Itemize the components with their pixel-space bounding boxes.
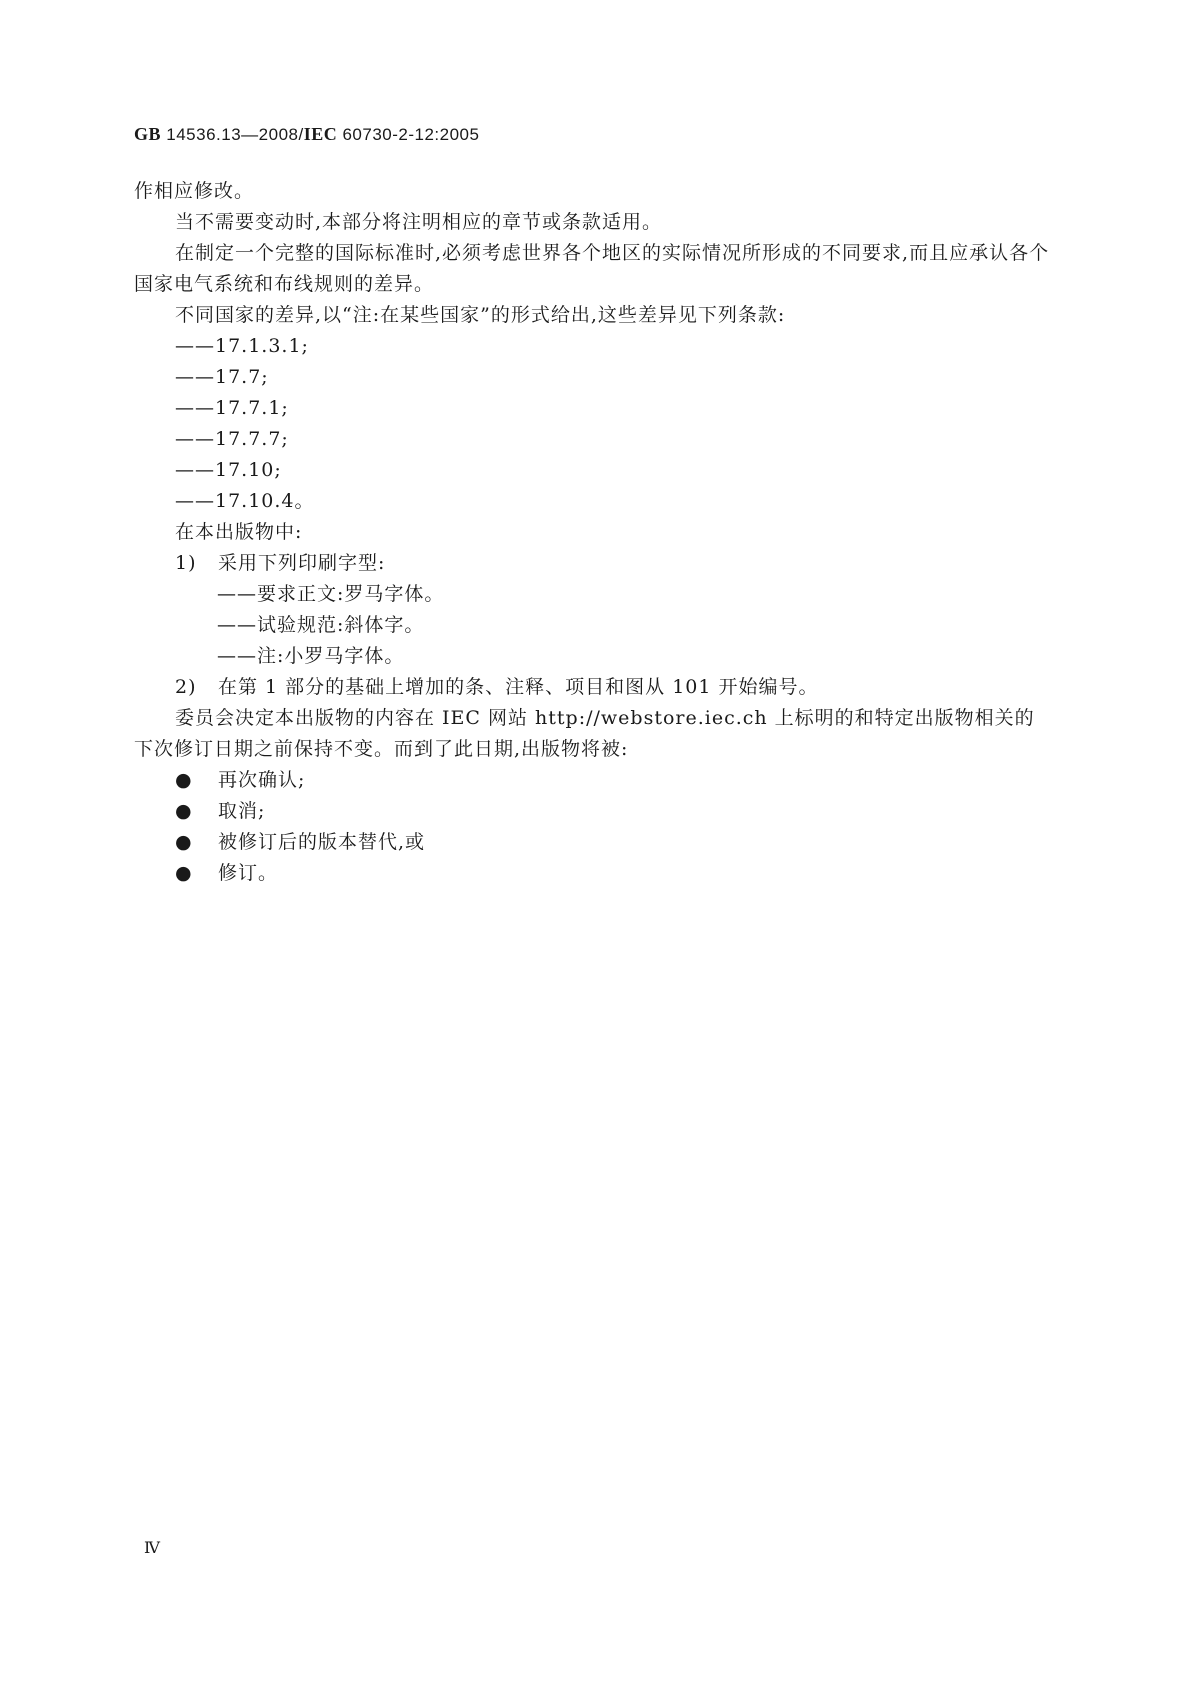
font-item: ——试验规范:斜体字。 — [217, 614, 425, 636]
item-text: 采用下列印刷字型: — [218, 552, 386, 574]
bullet-item — [134, 765, 1054, 796]
paragraph-2: 当不需要变动时,本部分将注明相应的章节或条款适用。 — [175, 211, 663, 233]
document-body — [134, 176, 1054, 889]
clause-item: ——17.7.7; — [175, 428, 289, 450]
bullet-text: 修订。 — [218, 862, 279, 884]
bullet-item — [134, 827, 1054, 858]
header-gb: GB — [134, 124, 162, 144]
clause-item: ——17.10.4。 — [175, 490, 315, 512]
paragraph-6: 委员会决定本出版物的内容在 IEC 网站 http://webstore.iec.ch 上标明的和特定出版物相关的下次修订日期之前保持不变。而到了此日期,出版物将被: — [134, 707, 1035, 760]
bullet-icon: ● — [175, 831, 193, 853]
item-number: 2) — [175, 676, 197, 698]
bullet-text: 被修订后的版本替代,或 — [218, 831, 426, 853]
header-code-1: 14536.13—2008/ — [166, 125, 304, 144]
bullet-icon: ● — [175, 769, 193, 791]
bullet-text: 取消; — [218, 800, 266, 822]
header-iec: IEC — [303, 124, 338, 144]
paragraph-4: 不同国家的差异,以“注:在某些国家”的形式给出,这些差异见下列条款: — [175, 304, 786, 326]
header-code-2: 60730-2-12:2005 — [342, 125, 480, 144]
numbered-item-1 — [134, 548, 1054, 579]
numbered-item-2 — [134, 672, 1054, 703]
bullet-item — [134, 796, 1054, 827]
font-item: ——要求正文:罗马字体。 — [217, 583, 445, 605]
bullet-icon: ● — [175, 862, 193, 884]
item-text: 在第 1 部分的基础上增加的条、注释、项目和图从 101 开始编号。 — [218, 676, 819, 698]
bullet-text: 再次确认; — [218, 769, 306, 791]
clause-item: ——17.1.3.1; — [175, 335, 309, 357]
bullet-item — [134, 858, 1054, 889]
paragraph-5: 在本出版物中: — [175, 521, 303, 543]
clause-item: ——17.7; — [175, 366, 269, 388]
page-number: Ⅳ — [144, 1540, 160, 1557]
paragraph-3: 在制定一个完整的国际标准时,必须考虑世界各个地区的实际情况所形成的不同要求,而且应承认各个国家电气系统和布线规则的差异。 — [134, 242, 1050, 295]
bullet-icon: ● — [175, 800, 193, 822]
document-header — [134, 124, 479, 145]
clause-item: ——17.7.1; — [175, 397, 289, 419]
item-number: 1) — [175, 552, 197, 574]
clause-item: ——17.10; — [175, 459, 282, 481]
paragraph-1: 作相应修改。 — [134, 180, 255, 202]
font-item: ——注:小罗马字体。 — [217, 645, 405, 667]
